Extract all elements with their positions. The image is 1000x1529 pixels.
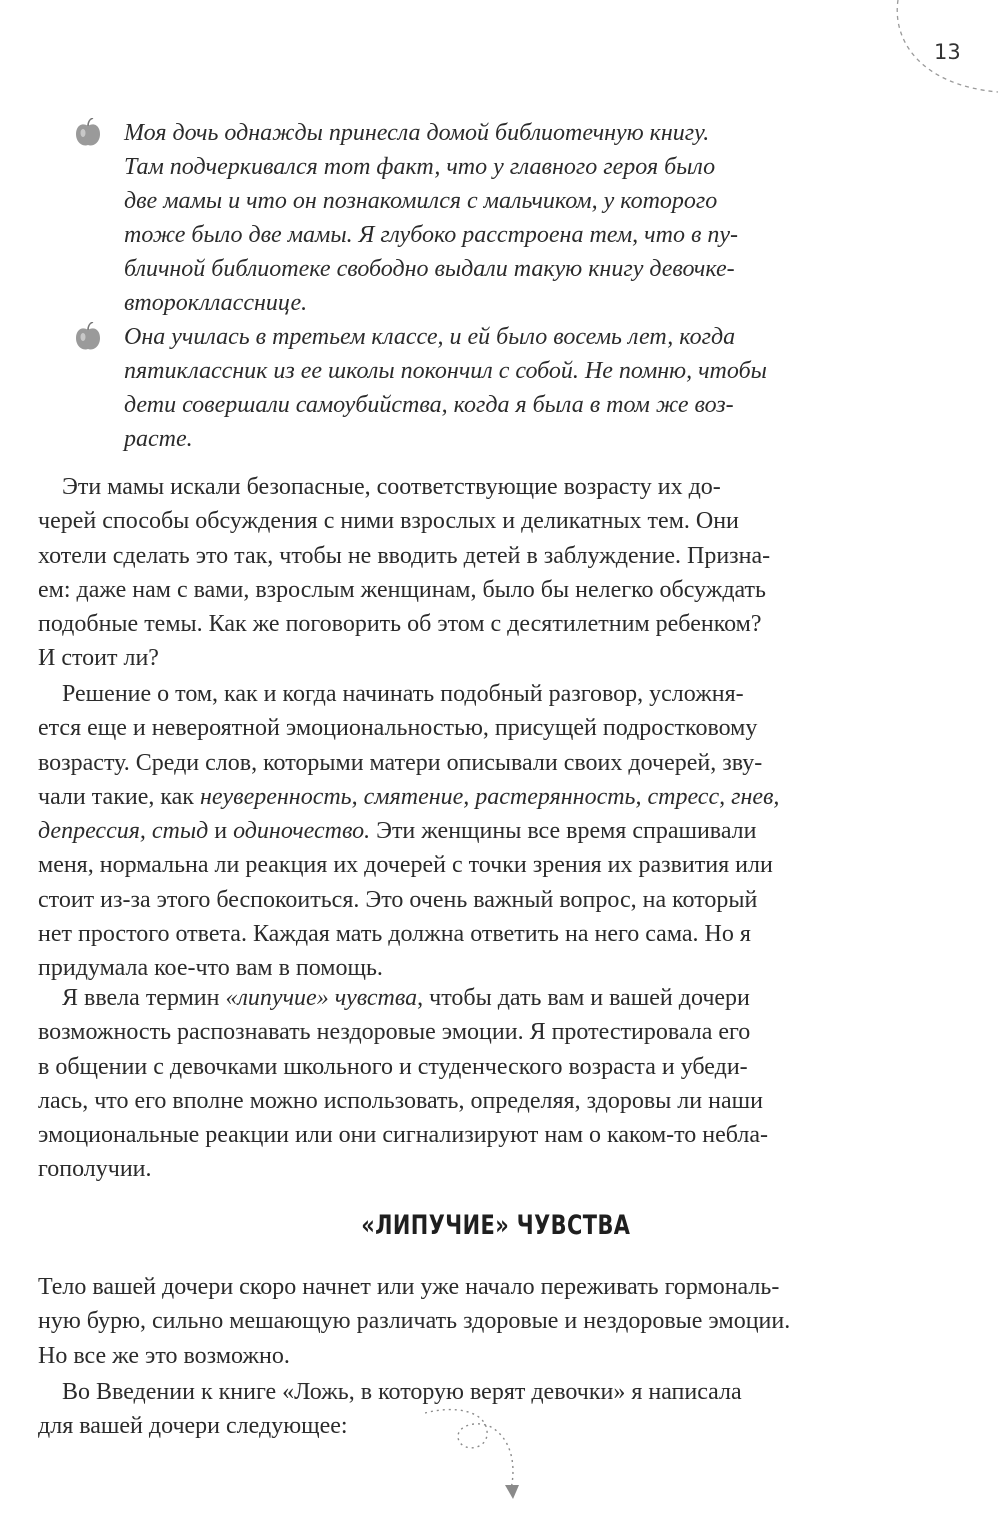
quote-line: пятиклассник из ее школы покончил с собой. Не помню, чтобы bbox=[124, 358, 767, 384]
quote-line: расте. bbox=[124, 426, 193, 452]
text-line: чали такие, как неуверенность, смятение, растерянность, стресс, гнев, bbox=[38, 783, 780, 810]
paragraph-3 bbox=[38, 981, 900, 1187]
text-line: хотели сделать это так, чтобы не вводить детей в заблуждение. Призна- bbox=[38, 542, 771, 569]
apple-icon bbox=[74, 118, 102, 148]
section-heading: «ЛИПУЧИЕ» ЧУВСТВА bbox=[361, 1210, 631, 1241]
quote-line: Там подчеркивался тот факт, что у главного героя было bbox=[124, 154, 716, 180]
emphasis: одиночество. bbox=[233, 818, 371, 845]
quote-line: второклласснице. bbox=[124, 290, 308, 316]
text-line: депрессия, стыд и одиночество. Эти женщины все время спрашивали bbox=[38, 818, 757, 845]
text-line: возможность распознавать нездоровые эмоции. Я протестировала его bbox=[38, 1019, 751, 1046]
text-line: Эти мамы искали безопасные, соответствующие возрасту их до- bbox=[62, 474, 721, 500]
quote-line: две мамы и что он познакомился с мальчиком, у которого bbox=[124, 188, 718, 214]
quote-line: Она училась в третьем классе, и ей было восемь лет, когда bbox=[124, 324, 736, 350]
text-line: нет простого ответа. Каждая мать должна ответить на него сама. Но я bbox=[38, 921, 751, 948]
emphasis: депрессия, стыд bbox=[38, 818, 209, 845]
text-line: в общении с девочками школьного и студенческого возраста и убеди- bbox=[38, 1053, 748, 1080]
text-line: черей способы обсуждения с ними взрослых и деликатных тем. Они bbox=[38, 508, 739, 535]
quote-line: дети совершали самоубийства, когда я была в том же воз- bbox=[124, 392, 734, 418]
emphasis: «липучие» чувства bbox=[225, 985, 418, 1011]
quote-2 bbox=[124, 320, 864, 456]
text-line: эмоциональные реакции или они сигнализируют нам о каком-то небла- bbox=[38, 1122, 769, 1149]
text-line: И стоит ли? bbox=[38, 645, 159, 672]
text-line: Тело вашей дочери скоро начнет или уже начало переживать гормональ- bbox=[38, 1274, 780, 1300]
text-line: Но все же это возможно. bbox=[38, 1342, 290, 1369]
paragraph-4 bbox=[38, 1270, 900, 1373]
text-line: ем: даже нам с вами, взрослым женщинам, было бы нелегко обсуждать bbox=[38, 576, 766, 603]
page-number: 13 bbox=[934, 40, 961, 64]
paragraph-1 bbox=[38, 470, 900, 676]
text-line: придумала кое-что вам в помощь. bbox=[38, 955, 383, 982]
swirl-arrow-decoration bbox=[425, 1405, 535, 1505]
quote-line: Моя дочь однажды принесла домой библиотечную книгу. bbox=[124, 120, 710, 146]
text-line: гополучии. bbox=[38, 1156, 152, 1183]
text-line: подобные темы. Как же поговорить об этом с десятилетним ребенком? bbox=[38, 611, 762, 638]
quote-line: бличной библиотеке свободно выдали такую книгу девочке- bbox=[124, 256, 735, 282]
emphasis: неуверенность, смятение, растерянность, стресс, гнев, bbox=[199, 783, 780, 810]
text-line: ную бурю, сильно мешающую различать здоровые и нездоровые эмоции. bbox=[38, 1308, 791, 1335]
text-line: для вашей дочери следующее: bbox=[38, 1413, 348, 1440]
text-line: Во Введении к книге «Ложь, в которую верят девочки» я написала bbox=[62, 1379, 742, 1405]
text-line: стоит из-за этого беспокоиться. Это очень важный вопрос, на который bbox=[38, 886, 758, 913]
paragraph-2 bbox=[38, 677, 900, 986]
quote-1 bbox=[124, 116, 864, 320]
text-line: Я ввела термин «липучие» чувства, чтобы дать вам и вашей дочери bbox=[62, 985, 750, 1011]
apple-icon bbox=[74, 322, 102, 352]
text-line: возрасту. Среди слов, которыми матери описывали своих дочерей, зву- bbox=[38, 749, 763, 776]
text-line: меня, нормальна ли реакция их дочерей с точки зрения их развития или bbox=[38, 852, 773, 879]
text-line: Решение о том, как и когда начинать подобный разговор, усложня- bbox=[62, 681, 744, 707]
quote-line: тоже было две мамы. Я глубоко расстроена тем, что в пу- bbox=[124, 222, 739, 248]
text-line: ется еще и невероятной эмоциональностью, присущей подростковому bbox=[38, 715, 758, 742]
text-line: лась, что его вполне можно использовать, определяя, здоровы ли наши bbox=[38, 1087, 763, 1114]
